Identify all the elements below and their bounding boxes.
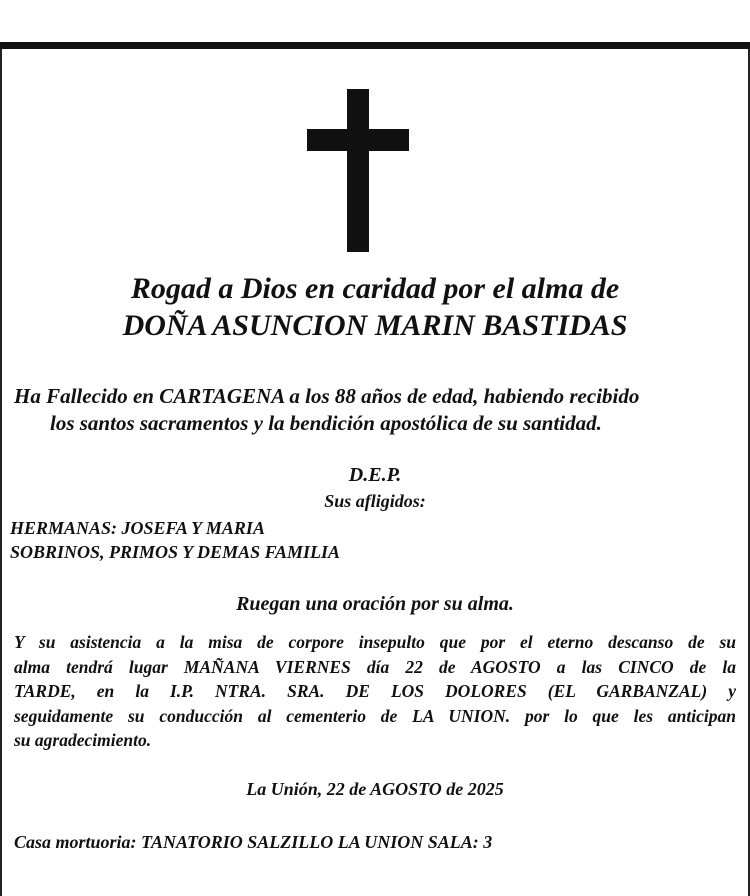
cross-icon <box>307 89 409 252</box>
paragraph-line: alma tendrá lugar MAÑANA VIERNES día 22 de AGOSTO a las CINCO de la <box>14 656 736 677</box>
funeral-details-paragraph <box>14 630 736 753</box>
heading-prayer-line: Rogad a Dios en caridad por el alma de <box>130 272 620 305</box>
dep-text: D.E.P. <box>348 464 402 486</box>
casa-mortuoria: Casa mortuoria: TANATORIO SALZILLO LA UNION SALA: 3 <box>14 832 493 852</box>
afligidos-label: Sus afligidos: <box>324 491 426 511</box>
paragraph-line: TARDE, en la I.P. NTRA. SRA. DE LOS DOLORES (EL GARBANZAL) y <box>14 681 736 701</box>
place-and-date: La Unión, 22 de AGOSTO de 2025 <box>246 779 504 799</box>
death-announcement-line-2: los santos sacramentos y la bendición apostólica de su santidad. <box>50 411 602 435</box>
top-border-rule <box>0 42 750 49</box>
deceased-name: DOÑA ASUNCION MARIN BASTIDAS <box>122 309 628 342</box>
family-line-sisters: HERMANAS: JOSEFA Y MARIA <box>10 518 265 538</box>
family-line-relatives: SOBRINOS, PRIMOS Y DEMAS FAMILIA <box>10 542 340 562</box>
prayer-request: Ruegan una oración por su alma. <box>236 593 514 615</box>
paragraph-line: su agradecimiento. <box>14 730 152 750</box>
death-announcement-line-1: Ha Fallecido en CARTAGENA a los 88 años de edad, habiendo recibido <box>14 384 640 408</box>
paragraph-line: seguidamente su conducción al cementerio de LA UNION. por lo que les anticipan <box>14 705 736 726</box>
paragraph-line: Y su asistencia a la misa de corpore insepulto que por el eterno descanso de su <box>14 632 736 652</box>
